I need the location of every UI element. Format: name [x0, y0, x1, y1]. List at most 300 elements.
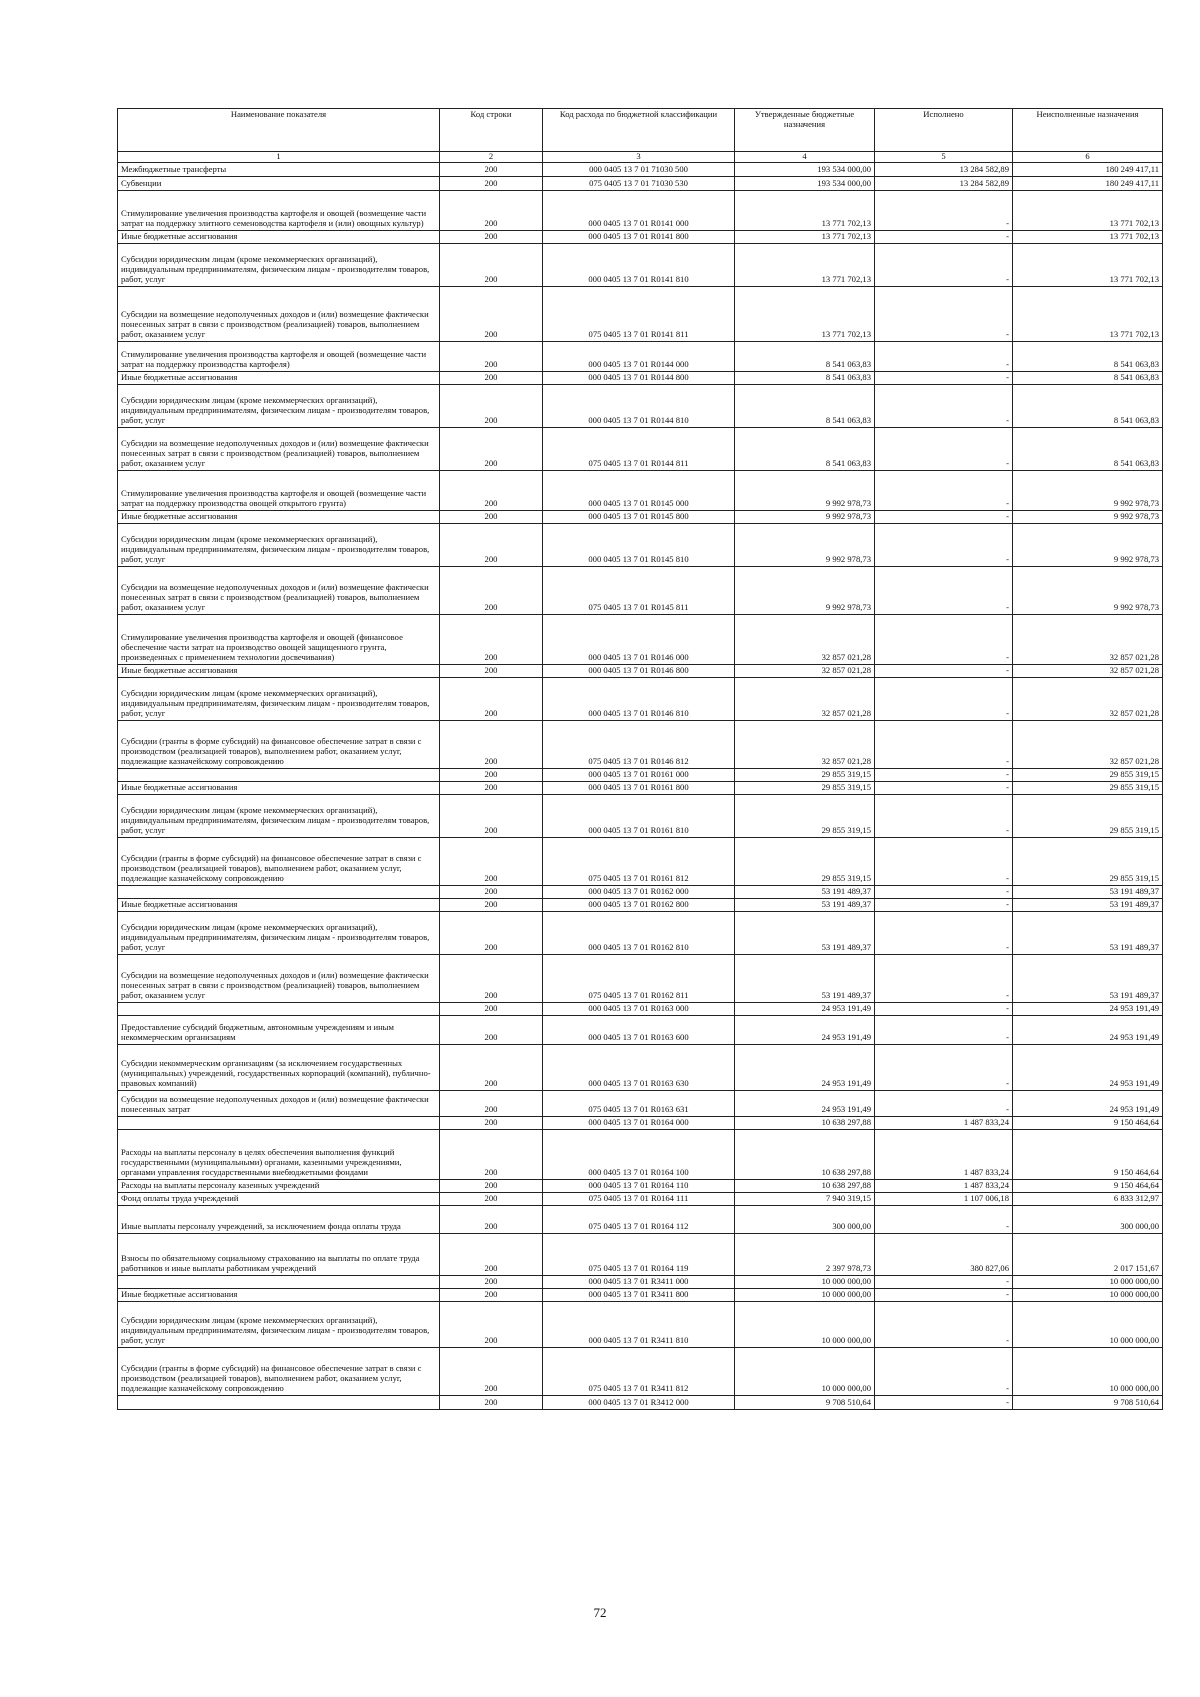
row-budget-code: 000 0405 13 7 01 R0162 810 [543, 912, 735, 955]
row-budget-code: 075 0405 13 7 01 R0146 812 [543, 721, 735, 769]
table-row [118, 244, 1163, 287]
row-budget-code: 000 0405 13 7 01 R0164 100 [543, 1130, 735, 1180]
row-name: Расходы на выплаты персоналу казенных учреждений [118, 1180, 440, 1193]
row-line-code: 200 [440, 385, 543, 428]
row-name: Субсидии юридическим лицам (кроме некоммерческих организаций), индивидуальным предпринимателям, физическим лицам - производителям товаров, работ, услуг [118, 795, 440, 838]
table-row [118, 886, 1163, 899]
row-remaining: 9 992 978,73 [1013, 524, 1163, 567]
row-executed: - [875, 471, 1013, 511]
row-name: Субсидии некоммерческим организациям (за исключением государственных (муниципальных) учреждений, государственных корпораций (компаний), публично-правовых компаний) [118, 1045, 440, 1091]
row-name: Субсидии (гранты в форме субсидий) на финансовое обеспечение затрат в связи с производством (реализацией товаров), выполнением работ, оказанием услуг, подлежащие казначейскому сопровождению [118, 838, 440, 886]
row-name: Фонд оплаты труда учреждений [118, 1193, 440, 1206]
row-budget-code: 000 0405 13 7 01 R3412 000 [543, 1396, 735, 1410]
row-remaining: 24 953 191,49 [1013, 1003, 1163, 1016]
row-executed: - [875, 795, 1013, 838]
row-name: Субсидии (гранты в форме субсидий) на финансовое обеспечение затрат в связи с производством (реализацией товаров), выполнением работ, оказанием услуг, подлежащие казначейскому сопровождению [118, 1348, 440, 1396]
row-approved: 9 992 978,73 [735, 471, 875, 511]
table-row [118, 795, 1163, 838]
row-approved: 10 638 297,88 [735, 1130, 875, 1180]
table-row [118, 1234, 1163, 1276]
table-row [118, 615, 1163, 665]
table-row [118, 1003, 1163, 1016]
row-executed: 1 487 833,24 [875, 1180, 1013, 1193]
row-executed: 1 487 833,24 [875, 1117, 1013, 1130]
row-executed: - [875, 1016, 1013, 1045]
row-executed: 380 827,06 [875, 1234, 1013, 1276]
table-row [118, 342, 1163, 372]
table-row [118, 385, 1163, 428]
table-row [118, 191, 1163, 231]
row-approved: 24 953 191,49 [735, 1091, 875, 1117]
row-budget-code: 075 0405 13 7 01 R0141 811 [543, 287, 735, 342]
row-line-code: 200 [440, 795, 543, 838]
row-line-code: 200 [440, 428, 543, 471]
row-executed: - [875, 372, 1013, 385]
row-executed: 13 284 582,89 [875, 163, 1013, 177]
row-line-code: 200 [440, 721, 543, 769]
row-name: Стимулирование увеличения производства картофеля и овощей (возмещение части затрат на поддержку производства овощей открытого грунта) [118, 471, 440, 511]
row-line-code: 200 [440, 1045, 543, 1091]
row-remaining: 32 857 021,28 [1013, 665, 1163, 678]
row-remaining: 10 000 000,00 [1013, 1302, 1163, 1348]
row-line-code: 200 [440, 769, 543, 782]
column-number: 2 [440, 152, 543, 163]
row-approved: 13 771 702,13 [735, 231, 875, 244]
row-line-code: 200 [440, 1016, 543, 1045]
row-executed: - [875, 782, 1013, 795]
row-executed: - [875, 1302, 1013, 1348]
header-row [118, 109, 1163, 152]
row-approved: 10 638 297,88 [735, 1117, 875, 1130]
row-name: Субсидии юридическим лицам (кроме некоммерческих организаций), индивидуальным предпринимателям, физическим лицам - производителям товаров, работ, услуг [118, 678, 440, 721]
row-name [118, 769, 440, 782]
row-name: Субсидии на возмещение недополученных доходов и (или) возмещение фактически понесенных затрат [118, 1091, 440, 1117]
row-executed: - [875, 385, 1013, 428]
row-line-code: 200 [440, 1130, 543, 1180]
row-line-code: 200 [440, 567, 543, 615]
row-executed: 1 487 833,24 [875, 1130, 1013, 1180]
row-remaining: 10 000 000,00 [1013, 1348, 1163, 1396]
row-remaining: 8 541 063,83 [1013, 342, 1163, 372]
row-name: Субсидии юридическим лицам (кроме некоммерческих организаций), индивидуальным предпринимателям, физическим лицам - производителям товаров, работ, услуг [118, 1302, 440, 1348]
row-line-code: 200 [440, 191, 543, 231]
row-approved: 32 857 021,28 [735, 665, 875, 678]
table-row [118, 1302, 1163, 1348]
row-approved: 29 855 319,15 [735, 795, 875, 838]
row-approved: 29 855 319,15 [735, 769, 875, 782]
table-row [118, 177, 1163, 191]
row-remaining: 29 855 319,15 [1013, 795, 1163, 838]
row-executed: - [875, 899, 1013, 912]
row-name: Иные бюджетные ассигнования [118, 665, 440, 678]
row-line-code: 200 [440, 524, 543, 567]
row-budget-code: 000 0405 13 7 01 R0161 800 [543, 782, 735, 795]
row-name [118, 886, 440, 899]
row-line-code: 200 [440, 342, 543, 372]
row-name: Субвенции [118, 177, 440, 191]
column-number-row [118, 152, 1163, 163]
row-approved: 9 992 978,73 [735, 524, 875, 567]
table-row [118, 721, 1163, 769]
row-approved: 10 000 000,00 [735, 1276, 875, 1289]
row-name: Межбюджетные трансферты [118, 163, 440, 177]
row-budget-code: 075 0405 13 7 01 R0144 811 [543, 428, 735, 471]
row-remaining: 32 857 021,28 [1013, 721, 1163, 769]
row-line-code: 200 [440, 231, 543, 244]
table-row [118, 1396, 1163, 1410]
row-line-code: 200 [440, 1206, 543, 1234]
row-executed: - [875, 191, 1013, 231]
row-name: Стимулирование увеличения производства картофеля и овощей (возмещение части затрат на поддержку элитного семеноводства картофеля и (или) овощных культур) [118, 191, 440, 231]
row-budget-code: 000 0405 13 7 01 R0162 800 [543, 899, 735, 912]
row-budget-code: 000 0405 13 7 01 R0161 000 [543, 769, 735, 782]
column-number: 4 [735, 152, 875, 163]
row-remaining: 300 000,00 [1013, 1206, 1163, 1234]
row-executed: - [875, 1045, 1013, 1091]
header-line-code: Код строки [440, 109, 543, 152]
row-name [118, 1117, 440, 1130]
table-row [118, 678, 1163, 721]
row-budget-code: 000 0405 13 7 01 R3411 810 [543, 1302, 735, 1348]
row-name: Иные бюджетные ассигнования [118, 231, 440, 244]
row-approved: 13 771 702,13 [735, 287, 875, 342]
row-approved: 29 855 319,15 [735, 838, 875, 886]
row-line-code: 200 [440, 1396, 543, 1410]
row-name: Стимулирование увеличения производства картофеля и овощей (финансовое обеспечение части затрат на производство овощей защищенного грунта, произведенных с применением технологии досвечивания) [118, 615, 440, 665]
row-remaining: 9 150 464,64 [1013, 1130, 1163, 1180]
row-remaining: 9 150 464,64 [1013, 1117, 1163, 1130]
row-remaining: 9 150 464,64 [1013, 1180, 1163, 1193]
row-remaining: 13 771 702,13 [1013, 287, 1163, 342]
header-indicator-name: Наименование показателя [118, 109, 440, 152]
row-remaining: 53 191 489,37 [1013, 912, 1163, 955]
row-name: Субсидии на возмещение недополученных доходов и (или) возмещение фактически понесенных затрат в связи с производством (реализацией) товаров, выполнением работ, оказанием услуг [118, 287, 440, 342]
row-budget-code: 000 0405 13 7 01 R0141 810 [543, 244, 735, 287]
table-row [118, 1045, 1163, 1091]
row-executed: - [875, 428, 1013, 471]
row-name [118, 1276, 440, 1289]
row-remaining: 8 541 063,83 [1013, 428, 1163, 471]
row-approved: 24 953 191,49 [735, 1045, 875, 1091]
row-approved: 8 541 063,83 [735, 428, 875, 471]
row-name [118, 1003, 440, 1016]
row-approved: 7 940 319,15 [735, 1193, 875, 1206]
row-executed: - [875, 567, 1013, 615]
row-approved: 9 992 978,73 [735, 511, 875, 524]
row-line-code: 200 [440, 886, 543, 899]
header-executed: Исполнено [875, 109, 1013, 152]
row-line-code: 200 [440, 1289, 543, 1302]
table-row [118, 372, 1163, 385]
row-budget-code: 000 0405 13 7 01 R0145 810 [543, 524, 735, 567]
row-remaining: 29 855 319,15 [1013, 838, 1163, 886]
row-executed: - [875, 524, 1013, 567]
page-number: 72 [593, 1605, 607, 1620]
table-row [118, 899, 1163, 912]
row-line-code: 200 [440, 838, 543, 886]
row-budget-code: 000 0405 13 7 01 R3411 000 [543, 1276, 735, 1289]
row-executed: - [875, 1289, 1013, 1302]
row-line-code: 200 [440, 163, 543, 177]
table-row [118, 1289, 1163, 1302]
row-approved: 10 000 000,00 [735, 1289, 875, 1302]
row-name: Субсидии юридическим лицам (кроме некоммерческих организаций), индивидуальным предпринимателям, физическим лицам - производителям товаров, работ, услуг [118, 244, 440, 287]
row-executed: - [875, 1348, 1013, 1396]
row-budget-code: 000 0405 13 7 01 R3411 800 [543, 1289, 735, 1302]
row-budget-code: 000 0405 13 7 01 R0162 000 [543, 886, 735, 899]
row-name: Предоставление субсидий бюджетным, автономным учреждениям и иным некоммерческим организациям [118, 1016, 440, 1045]
row-name: Субсидии юридическим лицам (кроме некоммерческих организаций), индивидуальным предпринимателям, физическим лицам - производителям товаров, работ, услуг [118, 385, 440, 428]
row-line-code: 200 [440, 1091, 543, 1117]
row-approved: 9 708 510,64 [735, 1396, 875, 1410]
row-line-code: 200 [440, 511, 543, 524]
row-remaining: 2 017 151,67 [1013, 1234, 1163, 1276]
row-remaining: 24 953 191,49 [1013, 1091, 1163, 1117]
row-executed: 1 107 006,18 [875, 1193, 1013, 1206]
row-approved: 32 857 021,28 [735, 615, 875, 665]
header-approved: Утвержденные бюджетные назначения [735, 109, 875, 152]
row-approved: 32 857 021,28 [735, 721, 875, 769]
row-approved: 29 855 319,15 [735, 782, 875, 795]
row-budget-code: 000 0405 13 7 01 R0161 810 [543, 795, 735, 838]
row-line-code: 200 [440, 782, 543, 795]
row-line-code: 200 [440, 1117, 543, 1130]
row-line-code: 200 [440, 615, 543, 665]
table-row [118, 1276, 1163, 1289]
row-line-code: 200 [440, 912, 543, 955]
row-approved: 53 191 489,37 [735, 899, 875, 912]
row-executed: - [875, 244, 1013, 287]
row-approved: 13 771 702,13 [735, 244, 875, 287]
row-line-code: 200 [440, 678, 543, 721]
row-line-code: 200 [440, 372, 543, 385]
row-approved: 53 191 489,37 [735, 886, 875, 899]
table-row [118, 231, 1163, 244]
row-executed: 13 284 582,89 [875, 177, 1013, 191]
table-row [118, 471, 1163, 511]
row-name: Субсидии на возмещение недополученных доходов и (или) возмещение фактически понесенных затрат в связи с производством (реализацией) товаров, выполнением работ, оказанием услуг [118, 567, 440, 615]
table-row [118, 567, 1163, 615]
row-budget-code: 000 0405 13 7 01 R0144 810 [543, 385, 735, 428]
row-executed: - [875, 886, 1013, 899]
table-row [118, 769, 1163, 782]
row-approved: 300 000,00 [735, 1206, 875, 1234]
row-name: Иные бюджетные ассигнования [118, 782, 440, 795]
row-remaining: 53 191 489,37 [1013, 886, 1163, 899]
row-budget-code: 000 0405 13 7 01 R0144 000 [543, 342, 735, 372]
row-budget-code: 000 0405 13 7 01 R0163 630 [543, 1045, 735, 1091]
table-row [118, 955, 1163, 1003]
row-line-code: 200 [440, 1234, 543, 1276]
row-line-code: 200 [440, 665, 543, 678]
row-executed: - [875, 912, 1013, 955]
row-line-code: 200 [440, 471, 543, 511]
row-line-code: 200 [440, 244, 543, 287]
row-name: Стимулирование увеличения производства картофеля и овощей (возмещение части затрат на поддержку производства картофеля) [118, 342, 440, 372]
row-budget-code: 000 0405 13 7 01 R0163 600 [543, 1016, 735, 1045]
column-number: 1 [118, 152, 440, 163]
row-executed: - [875, 1091, 1013, 1117]
table-row [118, 838, 1163, 886]
row-line-code: 200 [440, 1276, 543, 1289]
row-executed: - [875, 1276, 1013, 1289]
row-approved: 53 191 489,37 [735, 912, 875, 955]
table-row [118, 665, 1163, 678]
row-remaining: 32 857 021,28 [1013, 615, 1163, 665]
row-executed: - [875, 1206, 1013, 1234]
row-executed: - [875, 678, 1013, 721]
row-budget-code: 000 0405 13 7 01 R0164 000 [543, 1117, 735, 1130]
row-name: Иные бюджетные ассигнования [118, 511, 440, 524]
row-remaining: 180 249 417,11 [1013, 163, 1163, 177]
row-approved: 24 953 191,49 [735, 1016, 875, 1045]
row-executed: - [875, 665, 1013, 678]
row-budget-code: 000 0405 13 7 01 R0141 800 [543, 231, 735, 244]
row-remaining: 32 857 021,28 [1013, 678, 1163, 721]
row-remaining: 53 191 489,37 [1013, 899, 1163, 912]
row-name: Субсидии юридическим лицам (кроме некоммерческих организаций), индивидуальным предпринимателям, физическим лицам - производителям товаров, работ, услуг [118, 524, 440, 567]
row-budget-code: 075 0405 13 7 01 R0145 811 [543, 567, 735, 615]
row-remaining: 13 771 702,13 [1013, 191, 1163, 231]
row-budget-code: 075 0405 13 7 01 R0161 812 [543, 838, 735, 886]
row-remaining: 53 191 489,37 [1013, 955, 1163, 1003]
row-line-code: 200 [440, 899, 543, 912]
row-remaining: 10 000 000,00 [1013, 1276, 1163, 1289]
row-line-code: 200 [440, 1003, 543, 1016]
row-approved: 193 534 000,00 [735, 163, 875, 177]
row-budget-code: 000 0405 13 7 01 R0145 000 [543, 471, 735, 511]
row-executed: - [875, 511, 1013, 524]
row-approved: 10 638 297,88 [735, 1180, 875, 1193]
row-approved: 8 541 063,83 [735, 385, 875, 428]
row-approved: 10 000 000,00 [735, 1348, 875, 1396]
row-budget-code: 075 0405 13 7 01 R0164 119 [543, 1234, 735, 1276]
table-row [118, 511, 1163, 524]
table-row [118, 1016, 1163, 1045]
row-executed: - [875, 1396, 1013, 1410]
row-approved: 24 953 191,49 [735, 1003, 875, 1016]
row-name: Субсидии на возмещение недополученных доходов и (или) возмещение фактически понесенных затрат в связи с производством (реализацией) товаров, выполнением работ, оказанием услуг [118, 955, 440, 1003]
table-row [118, 287, 1163, 342]
row-approved: 2 397 978,73 [735, 1234, 875, 1276]
row-budget-code: 000 0405 13 7 01 R0145 800 [543, 511, 735, 524]
table-row [118, 524, 1163, 567]
row-approved: 8 541 063,83 [735, 342, 875, 372]
row-name: Иные бюджетные ассигнования [118, 1289, 440, 1302]
table-row [118, 1206, 1163, 1234]
row-remaining: 6 833 312,97 [1013, 1193, 1163, 1206]
row-executed: - [875, 838, 1013, 886]
row-budget-code: 000 0405 13 7 01 71030 500 [543, 163, 735, 177]
header-remaining: Неисполненные назначения [1013, 109, 1163, 152]
row-budget-code: 000 0405 13 7 01 R0164 110 [543, 1180, 735, 1193]
row-budget-code: 000 0405 13 7 01 R0146 810 [543, 678, 735, 721]
row-approved: 10 000 000,00 [735, 1302, 875, 1348]
row-remaining: 180 249 417,11 [1013, 177, 1163, 191]
row-name: Субсидии юридическим лицам (кроме некоммерческих организаций), индивидуальным предпринимателям, физическим лицам - производителям товаров, работ, услуг [118, 912, 440, 955]
row-name: Субсидии (гранты в форме субсидий) на финансовое обеспечение затрат в связи с производством (реализацией товаров), выполнением работ, оказанием услуг, подлежащие казначейскому сопровождению [118, 721, 440, 769]
row-remaining: 9 992 978,73 [1013, 471, 1163, 511]
row-line-code: 200 [440, 1348, 543, 1396]
report-sheet [117, 108, 1162, 1410]
row-remaining: 9 708 510,64 [1013, 1396, 1163, 1410]
table-row [118, 428, 1163, 471]
row-line-code: 200 [440, 1193, 543, 1206]
row-name: Субсидии на возмещение недополученных доходов и (или) возмещение фактически понесенных затрат в связи с производством (реализацией) товаров, выполнением работ, оказанием услуг [118, 428, 440, 471]
row-budget-code: 000 0405 13 7 01 R0144 800 [543, 372, 735, 385]
table-row [118, 1193, 1163, 1206]
table-row [118, 1180, 1163, 1193]
row-remaining: 9 992 978,73 [1013, 511, 1163, 524]
row-remaining: 9 992 978,73 [1013, 567, 1163, 615]
row-budget-code: 000 0405 13 7 01 R0146 000 [543, 615, 735, 665]
row-remaining: 13 771 702,13 [1013, 231, 1163, 244]
row-remaining: 10 000 000,00 [1013, 1289, 1163, 1302]
table-row [118, 1130, 1163, 1180]
row-name: Иные бюджетные ассигнования [118, 899, 440, 912]
row-executed: - [875, 342, 1013, 372]
row-remaining: 8 541 063,83 [1013, 385, 1163, 428]
row-budget-code: 075 0405 13 7 01 R0164 111 [543, 1193, 735, 1206]
row-executed: - [875, 769, 1013, 782]
row-name: Взносы по обязательному социальному страхованию на выплаты по оплате труда работников и иные выплаты работникам учреждений [118, 1234, 440, 1276]
row-approved: 193 534 000,00 [735, 177, 875, 191]
row-line-code: 200 [440, 1302, 543, 1348]
row-name: Расходы на выплаты персоналу в целях обеспечения выполнения функций государственными (муниципальными) органами, казенными учреждениями, органами управления государственными внебюджетными фондами [118, 1130, 440, 1180]
table-row [118, 1117, 1163, 1130]
table-body [118, 163, 1163, 1410]
row-budget-code: 075 0405 13 7 01 R0163 631 [543, 1091, 735, 1117]
column-number: 5 [875, 152, 1013, 163]
row-name: Иные выплаты персоналу учреждений, за исключением фонда оплаты труда [118, 1206, 440, 1234]
row-name [118, 1396, 440, 1410]
row-remaining: 24 953 191,49 [1013, 1045, 1163, 1091]
row-line-code: 200 [440, 1180, 543, 1193]
row-budget-code: 075 0405 13 7 01 R3411 812 [543, 1348, 735, 1396]
row-budget-code: 075 0405 13 7 01 71030 530 [543, 177, 735, 191]
column-number: 6 [1013, 152, 1163, 163]
row-name: Иные бюджетные ассигнования [118, 372, 440, 385]
row-remaining: 24 953 191,49 [1013, 1016, 1163, 1045]
row-executed: - [875, 615, 1013, 665]
row-remaining: 8 541 063,83 [1013, 372, 1163, 385]
row-executed: - [875, 287, 1013, 342]
row-remaining: 13 771 702,13 [1013, 244, 1163, 287]
table-row [118, 782, 1163, 795]
row-budget-code: 000 0405 13 7 01 R0141 000 [543, 191, 735, 231]
row-executed: - [875, 1003, 1013, 1016]
row-line-code: 200 [440, 287, 543, 342]
header-budget-code: Код расхода по бюджетной классификации [543, 109, 735, 152]
row-approved: 32 857 021,28 [735, 678, 875, 721]
row-line-code: 200 [440, 955, 543, 1003]
row-executed: - [875, 231, 1013, 244]
row-remaining: 29 855 319,15 [1013, 782, 1163, 795]
row-remaining: 29 855 319,15 [1013, 769, 1163, 782]
row-approved: 8 541 063,83 [735, 372, 875, 385]
table-row [118, 1348, 1163, 1396]
budget-execution-table [117, 108, 1163, 1410]
row-line-code: 200 [440, 177, 543, 191]
row-budget-code: 075 0405 13 7 01 R0162 811 [543, 955, 735, 1003]
row-budget-code: 000 0405 13 7 01 R0163 000 [543, 1003, 735, 1016]
row-executed: - [875, 721, 1013, 769]
table-row [118, 912, 1163, 955]
row-approved: 13 771 702,13 [735, 191, 875, 231]
table-row [118, 163, 1163, 177]
row-budget-code: 075 0405 13 7 01 R0164 112 [543, 1206, 735, 1234]
column-number: 3 [543, 152, 735, 163]
